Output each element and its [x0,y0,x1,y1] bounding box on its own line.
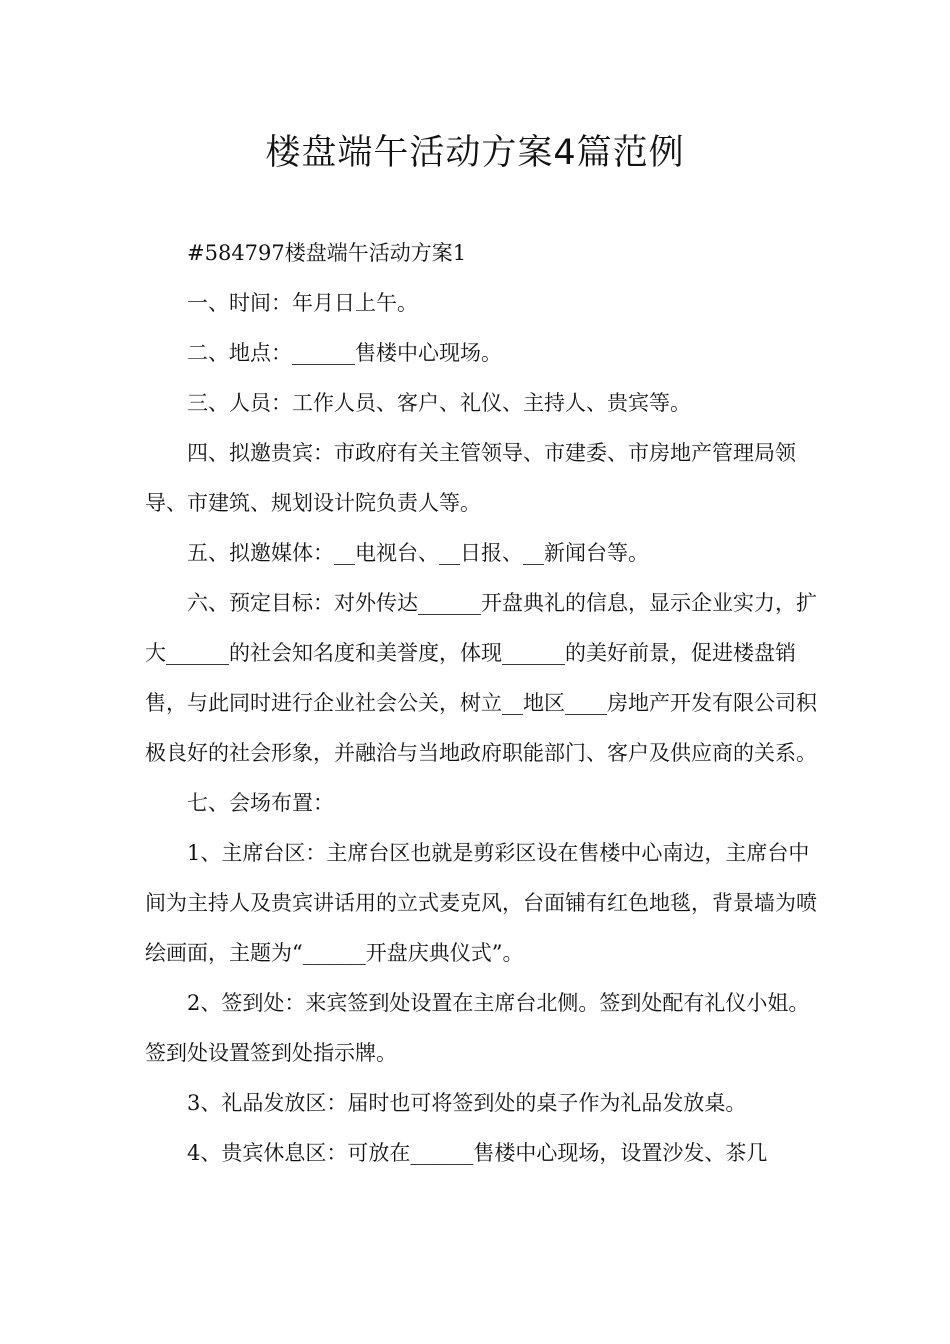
paragraph-media: 五、拟邀媒体：__电视台、__日报、__新闻台等。 [187,541,649,565]
document-title: 楼盘端午活动方案4篇范例 [265,133,685,173]
document-body [145,228,825,1178]
paragraph-vip-lounge: 4、贵宾休息区：可放在______售楼中心现场，设置沙发、茶几 [187,1141,768,1165]
paragraph-gift-area: 3、礼品发放区：届时也可将签到处的桌子作为礼品发放桌。 [187,1091,747,1115]
paragraph-stage-area: 1、主席台区：主席台区也就是剪彩区设在售楼中心南边，主席台中间为主持人及贵宾讲话用的立式麦克风，台面铺有红色地毯，背景墙为喷绘画面，主题为“______开盘庆典仪式”。 [145,841,817,965]
paragraph-time: 一、时间：年月日上午。 [187,291,418,315]
paragraph-heading: #584797楼盘端午活动方案1 [187,241,467,265]
paragraph-location: 二、地点：______售楼中心现场。 [187,341,502,365]
paragraph-signin: 2、签到处：来宾签到处设置在主席台北侧。签到处配有礼仪小姐。签到处设置签到处指示牌。 [145,991,810,1065]
paragraph-goals: 六、预定目标：对外传达______开盘典礼的信息，显示企业实力，扩大______的社会知名度和美誉度，体现______的美好前景，促进楼盘销售，与此同时进行企业社会公关，树立__地区____房地产开发有限公司积极良好的社会形象，并融洽与当地政府职能部门、客户及供应商的关系。 [145,591,817,765]
paragraph-personnel: 三、人员：工作人员、客户、礼仪、主持人、贵宾等。 [187,391,691,415]
paragraph-venue-layout: 七、会场布置： [187,791,334,815]
paragraph-guests: 四、拟邀贵宾：市政府有关主管领导、市建委、市房地产管理局领导、市建筑、规划设计院负责人等。 [145,441,796,515]
